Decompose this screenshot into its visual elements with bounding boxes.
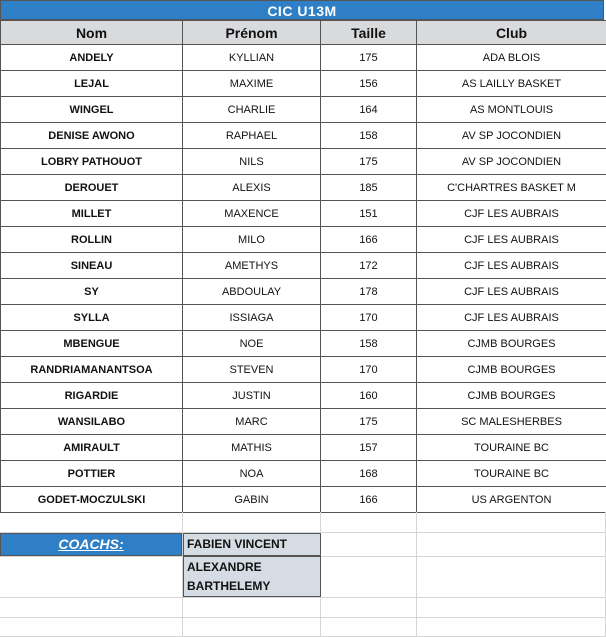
grid-line [0, 597, 606, 598]
cell-prenom: JUSTIN [183, 383, 321, 409]
cell-club: CJF LES AUBRAIS [417, 279, 606, 305]
header-taille: Taille [321, 21, 417, 45]
cell-taille: 166 [321, 487, 417, 513]
cell-club: AS MONTLOUIS [417, 97, 606, 123]
table-row [1, 253, 606, 279]
cell-prenom: CHARLIE [183, 97, 321, 123]
table-row [1, 279, 606, 305]
cell-prenom: NOE [183, 331, 321, 357]
cell-nom: POTTIER [1, 461, 183, 487]
cell-nom: WANSILABO [1, 409, 183, 435]
cell-club: CJMB BOURGES [417, 383, 606, 409]
table-row [1, 383, 606, 409]
cell-prenom: MATHIS [183, 435, 321, 461]
table-row [1, 149, 606, 175]
header-club: Club [417, 21, 606, 45]
cell-prenom: ISSIAGA [183, 305, 321, 331]
grid-line [0, 617, 606, 618]
table-row [1, 71, 606, 97]
cell-taille: 157 [321, 435, 417, 461]
sheet-title: CIC U13M [0, 0, 604, 20]
table-row [1, 409, 606, 435]
cell-prenom: RAPHAEL [183, 123, 321, 149]
table-row [1, 435, 606, 461]
cell-taille: 166 [321, 227, 417, 253]
cell-taille: 175 [321, 45, 417, 71]
cell-club: TOURAINE BC [417, 461, 606, 487]
table-row [1, 357, 606, 383]
cell-nom: GODET-MOCZULSKI [1, 487, 183, 513]
table-row [1, 45, 606, 71]
cell-prenom: STEVEN [183, 357, 321, 383]
cell-nom: RIGARDIE [1, 383, 183, 409]
cell-taille: 170 [321, 305, 417, 331]
cell-club: CJMB BOURGES [417, 357, 606, 383]
coach-name: FABIEN VINCENT [183, 533, 321, 556]
cell-taille: 160 [321, 383, 417, 409]
cell-taille: 168 [321, 461, 417, 487]
cell-prenom: NILS [183, 149, 321, 175]
cell-club: CJF LES AUBRAIS [417, 305, 606, 331]
table-row [1, 305, 606, 331]
cell-club: AV SP JOCONDIEN [417, 149, 606, 175]
cell-prenom: MILO [183, 227, 321, 253]
cell-club: CJF LES AUBRAIS [417, 253, 606, 279]
table-row [1, 227, 606, 253]
cell-taille: 158 [321, 123, 417, 149]
cell-prenom: ABDOULAY [183, 279, 321, 305]
cell-nom: LOBRY PATHOUOT [1, 149, 183, 175]
cell-taille: 175 [321, 149, 417, 175]
cell-club: CJF LES AUBRAIS [417, 227, 606, 253]
table-row [1, 487, 606, 513]
coaches-label-text: COACHS: [58, 536, 124, 552]
cell-taille: 178 [321, 279, 417, 305]
roster-body [1, 45, 606, 513]
coach-name: ALEXANDRE BARTHELEMY [183, 556, 321, 597]
cell-taille: 170 [321, 357, 417, 383]
cell-taille: 156 [321, 71, 417, 97]
cell-nom: AMIRAULT [1, 435, 183, 461]
cell-prenom: MAXIME [183, 71, 321, 97]
table-row [1, 175, 606, 201]
cell-club: CJMB BOURGES [417, 331, 606, 357]
cell-club: CJF LES AUBRAIS [417, 201, 606, 227]
cell-prenom: AMETHYS [183, 253, 321, 279]
cell-club: TOURAINE BC [417, 435, 606, 461]
table-row [1, 97, 606, 123]
roster-table [0, 20, 606, 513]
cell-nom: RANDRIAMANANTSOA [1, 357, 183, 383]
cell-nom: SINEAU [1, 253, 183, 279]
cell-prenom: MAXENCE [183, 201, 321, 227]
cell-club: ADA BLOIS [417, 45, 606, 71]
cell-prenom: KYLLIAN [183, 45, 321, 71]
cell-nom: DENISE AWONO [1, 123, 183, 149]
cell-nom: MBENGUE [1, 331, 183, 357]
cell-club: SC MALESHERBES [417, 409, 606, 435]
cell-taille: 164 [321, 97, 417, 123]
table-row [1, 461, 606, 487]
grid-column [416, 512, 417, 637]
cell-prenom: ALEXIS [183, 175, 321, 201]
header-row [1, 21, 606, 45]
cell-prenom: NOA [183, 461, 321, 487]
cell-taille: 158 [321, 331, 417, 357]
table-row [1, 201, 606, 227]
cell-nom: WINGEL [1, 97, 183, 123]
cell-club: US ARGENTON [417, 487, 606, 513]
table-row [1, 331, 606, 357]
cell-nom: DEROUET [1, 175, 183, 201]
cell-taille: 185 [321, 175, 417, 201]
cell-nom: SYLLA [1, 305, 183, 331]
cell-prenom: GABIN [183, 487, 321, 513]
cell-taille: 172 [321, 253, 417, 279]
cell-club: C'CHARTRES BASKET M [417, 175, 606, 201]
cell-nom: LEJAL [1, 71, 183, 97]
cell-club: AS LAILLY BASKET [417, 71, 606, 97]
cell-prenom: MARC [183, 409, 321, 435]
cell-nom: ROLLIN [1, 227, 183, 253]
cell-taille: 175 [321, 409, 417, 435]
cell-nom: ANDELY [1, 45, 183, 71]
table-row [1, 123, 606, 149]
header-prenom: Prénom [183, 21, 321, 45]
cell-taille: 151 [321, 201, 417, 227]
cell-club: AV SP JOCONDIEN [417, 123, 606, 149]
cell-nom: MILLET [1, 201, 183, 227]
coaches-label [0, 533, 182, 556]
cell-nom: SY [1, 279, 183, 305]
header-nom: Nom [1, 21, 183, 45]
